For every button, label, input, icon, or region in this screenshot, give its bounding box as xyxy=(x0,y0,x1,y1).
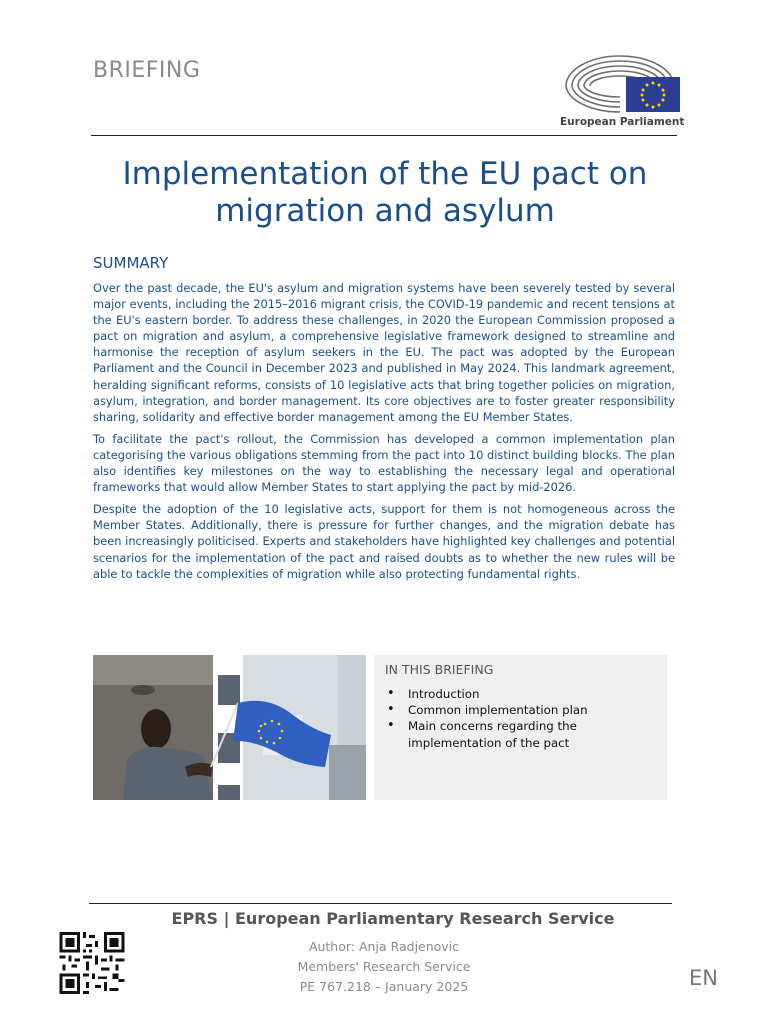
language-code: EN xyxy=(689,966,718,990)
summary-paragraph: To facilitate the pact's rollout, the Commission has developed a common implementation plan categorising the various obligations stemming from the pact into 10 distinct building blocks. The plan also identifies key milestones on the way to establishing the necessary legal and operational frameworks that would allow Member States to start applying the pact by mid-2026. xyxy=(93,431,675,495)
european-parliament-logo xyxy=(560,50,685,132)
footer-divider xyxy=(89,903,672,904)
briefing-contents-list xyxy=(385,686,656,751)
list-item: • Common implementation plan xyxy=(385,702,656,718)
title-line-2: migration and asylum xyxy=(215,193,555,229)
parliament-hemicycle-icon xyxy=(560,50,682,116)
document-type-label: BRIEFING xyxy=(93,58,201,83)
service-name: EPRS | European Parliamentary Research Service xyxy=(171,909,615,928)
unit-line: Members' Research Service xyxy=(297,959,471,974)
in-this-briefing-heading: IN THIS BRIEFING xyxy=(385,662,494,677)
title-line-1: Implementation of the EU pact on xyxy=(122,156,648,192)
document-title xyxy=(93,156,677,230)
list-item: • Introduction xyxy=(385,686,656,702)
author-line: Author: Anja Radjenovic xyxy=(308,939,460,954)
logo-text: European Parliament xyxy=(560,116,685,128)
qr-code-icon xyxy=(59,932,125,994)
summary-paragraph: Over the past decade, the EU's asylum and migration systems have been severely tested by several major events, including the 2015–2016 migrant crisis, the COVID-19 pandemic and recent tensions at the EU's eastern border. To address these challenges, in 2020 the European Commission proposed a pact on migration and asylum, a comprehensive legislative framework designed to streamline and harmonise the reception of asylum seekers in the EU. The pact was adopted by the European Parliament and the Council in December 2023 and published in May 2024. This landmark agreement, heralding significant reforms, consists of 10 legislative acts that bring together policies on migration, asylum, integration, and border management. Its core objectives are to foster greater responsibility sharing, solidarity and effective border management among the EU Member States. xyxy=(93,281,675,424)
summary-heading: SUMMARY xyxy=(93,254,169,272)
list-item: • Main concerns regarding the implementation of the pact xyxy=(385,718,656,750)
summary-paragraph: Despite the adoption of the 10 legislative acts, support for them is not homogeneous across the Member States. Additionally, there is pressure for further changes, and the migration debate has been increasingly politicised. Experts and stakeholders have highlighted key challenges and potential scenarios for the implementation of the pact and raised doubts as to whether the new rules will be able to tackle the complexities of migration while also protecting fundamental rights. xyxy=(93,502,675,581)
header-divider xyxy=(91,135,677,136)
summary-text xyxy=(93,280,675,588)
in-this-briefing-box xyxy=(374,655,667,800)
cover-photo xyxy=(93,655,366,800)
eu-flag-photo xyxy=(93,655,366,800)
reference-line: PE 767.218 – January 2025 xyxy=(299,979,469,994)
